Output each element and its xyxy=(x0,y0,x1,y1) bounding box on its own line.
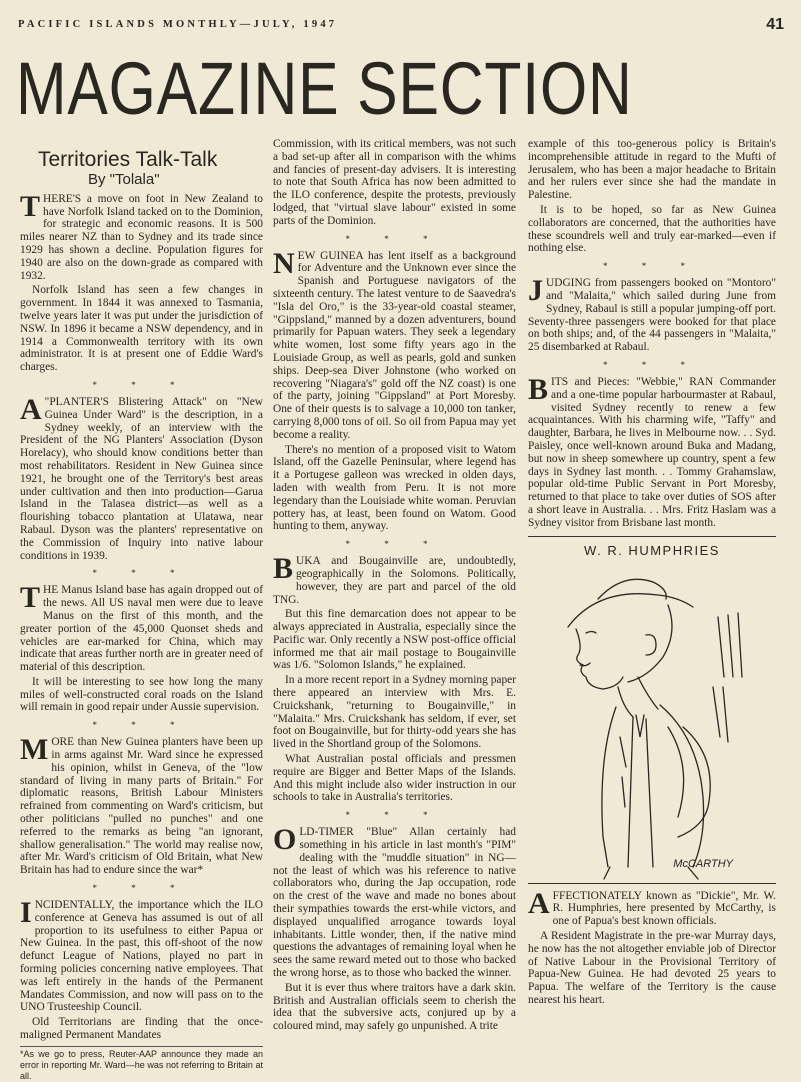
footnote: *As we go to press, Reuter-AAP announce they made an error in reporting Mr. Ward—he was not referring to Britain at all. xyxy=(20,1046,263,1082)
drop-cap: O xyxy=(273,823,297,857)
paragraph-text: FFECTIONATELY known as "Dickie", Mr. W. R. Humphries, here presented by McCarthy, is one of Papua's best known officials. xyxy=(552,889,776,928)
column-3 xyxy=(528,138,776,1009)
paragraph-text: HE Manus Island base has again dropped out of the news. All US naval men were due to leave Manus on the first of this month, and the greater portion of the 45,000 Quonset sheds and vehicles are ear-marked for China, which may indicate that areas further north are in greater need of material of this description. xyxy=(20,584,263,674)
paragraph xyxy=(528,886,776,928)
drop-cap: N xyxy=(273,246,295,280)
paragraph-text: UKA and Bougainville are, undoubtedly, geographically in the Solomons. Politically, however, they are part and parcel of the old TNG. xyxy=(273,555,516,606)
section-divider: * * * xyxy=(603,261,701,272)
caricature-drawing xyxy=(528,537,776,883)
paragraph xyxy=(20,733,263,877)
paragraph-text: EW GUINEA has lent itself as a background for Adventure and the Unknown ever since the Spanish and Portuguese navigators of the sixteenth century. The latest venture to de Saavedra's "Isla del Oro," is the 33-year-old coastal steamer, "Gippsland," manned by a dozen adventurers, bound primarily for Papuan waters. They seek a legendary white women, lost some fifty years ago in the Louisiade Group, as well as pearls, gold and sunken ships. Deep-sea Diver Johnstone (who worked on recovering "Niagara's" gold off the NZ coast) is one of the party, joining "Gippsland" at Port Moresby. One of their quests is to salvage a 10,000 ton tanker, carrying 8,000 tons of oil. So oil from Papua may yet become a reality. xyxy=(273,249,516,441)
section-divider: * * * xyxy=(92,379,191,390)
drop-cap: B xyxy=(273,552,294,586)
paragraph: But this fine demarcation does not appear to be always appreciated in Australia, especially since the Pacific war. Only recently a NSW post-office official informed me that air mail postage to Bougainville was 1/6. "Solomon Islands," he explained. xyxy=(273,608,516,672)
illustration-caption: W. R. HUMPHRIES xyxy=(584,542,720,558)
paragraph-text: LD-TIMER "Blue" Allan certainly had something in his article in last month's "PIM" dealing with the "muddle situation" in NG—not the least of which was his reference to native collaborators who, during the Jap occupation, rode on the crest of the wave and made no bones about their sympathies towards the erst-while victors, and displayed unqualified arrogance towards loyal inhabitants. Little wonder, then, if the native mind questions the advantages of remaining loyal when he sees the same reward meted out to those who backed the wrong horse, as to those who backed the winner. xyxy=(273,826,516,980)
drop-cap: B xyxy=(528,372,549,406)
paragraph-text: UDGING from passengers booked on "Montoro" and "Malaita," which sailed during June from Sydney, Rabaul is still a popular jumping-off port. Seventy-three passengers were booked for that place on both ships; and, of the 44 passengers in "Malaita," 25 disembarked at Rabaul. xyxy=(528,277,776,354)
paragraph xyxy=(273,823,516,980)
paragraph: Norfolk Island has seen a few changes in government. In 1844 it was annexed to Tasmania, twelve years later it was put under the jurisdiction of NSW. In 1896 it became a NSW dependency, and in 1914 a Commonwealth territory with its own administrator. It is at present one of Eddie Ward's charges. xyxy=(20,284,263,374)
byline: By "Tolala" xyxy=(88,171,160,188)
paragraph xyxy=(20,896,263,1014)
paragraph: example of this too-generous policy is Britain's incomprehensible attitude in regard to the Mufti of Jerusalem, who has been a major headache to Britain and her rulers ever since she had the mandate in Palestine. xyxy=(528,138,776,202)
drop-cap: M xyxy=(20,733,49,767)
running-head: PACIFIC ISLANDS MONTHLY—JULY, 1947 xyxy=(18,19,338,30)
paragraph xyxy=(273,552,516,606)
section-divider: * * * xyxy=(345,539,444,550)
paragraph: But it is ever thus where traitors have a dark skin. British and Australian officials seem to cherish the idea that the subversive acts, conjured up by a coloured mind, may safely go unpunished. A trite xyxy=(273,981,516,1033)
section-divider: * * * xyxy=(345,233,444,244)
section-divider: * * * xyxy=(92,720,191,731)
page-number: 41 xyxy=(766,16,784,33)
section-divider: * * * xyxy=(603,359,701,370)
paragraph-text: "PLANTER'S Blistering Attack" on "New Guinea Under Ward" is the description, in a Sydney weekly, of an interview with the President of the NG Planters' Association (Dyson Horelacy), who should know conditions better than most rehabilitators. Resident in New Guinea since 1921, he brought one of the Territory's best areas under cultivation and then into production—Garua Island in the Talasea district—as well as a flourishing tobacco plantation at Ulatawa, near Rabaul. Dyson was the planters' representative on the Commission of Inquiry into native labour conditions in 1939. xyxy=(20,395,263,562)
drop-cap: A xyxy=(20,392,42,426)
paragraph xyxy=(273,246,516,442)
paragraph: It will be interesting to see how long the many miles of well-constructed coral roads on the Island will remain in good repair under Aussie supervision. xyxy=(20,675,263,714)
paragraph xyxy=(20,392,263,562)
column-1 xyxy=(20,140,263,1082)
paragraph-text: HERE'S a move on foot in New Zealand to have Norfolk Island tacked on to the Dominion, for strategic and economic reasons. It is 500 miles nearer NZ than to Sydney and its trade since 1929 has shown a decline. Population figures for 1940 are also on the down-grade as compared with 1932. xyxy=(20,192,263,282)
paragraph: Old Territorians are finding that the once-maligned Permanent Mandates xyxy=(20,1016,263,1042)
paragraph-text: ITS and Pieces: "Webbie," RAN Commander and a one-time popular harbourmaster at Rabaul, visited Sydney recently to renew a few acquaintances. With his charming wife, "Taffy" and daughter, Barbara, he lives in Melbourne now. . . Syd. Paisley, once well-known around Buka and Madang, but now in sheep somewhere up country, spent a few days in Sydney last month. . . Tommy Grahamslaw, popular old-time Public Servant in Port Moresby, returned to that place to take over duties of SOS after a short leave in Australia. . . Mrs. Fritz Haslam was a Sydney visitor from Brisbane last month. xyxy=(528,375,776,529)
illustration-signature: McCARTHY xyxy=(673,857,733,870)
caricature-illustration xyxy=(528,536,776,884)
paragraph xyxy=(20,581,263,674)
section-divider: * * * xyxy=(345,810,444,821)
paragraph-text: NCIDENTALLY, the importance which the ILO conference at Geneva has assumed is out of all proportion to its usefulness to either Papua or New Guinea. In the past, this off-shoot of the now defunct League of Nations, played no part in forming policies concerning native employees. That was left entirely in the hands of the Permanent Mandates Commission, and now will pass on to the UNO Trusteeship Council. xyxy=(20,899,263,1014)
paragraph xyxy=(528,274,776,354)
drop-cap: T xyxy=(20,581,41,615)
drop-cap: A xyxy=(528,886,550,920)
section-divider: * * * xyxy=(92,883,191,894)
paragraph-text: ORE than New Guinea planters have been up in arms against Mr. Ward since he expressed his opinion, whilst in Geneva, of the "low standard of living in many parts of Britain." For diplomatic reasons, British Labour Ministers refrained from commenting on Ward's criticism, but other politicians "pulled no punches" and one referred to the remarks as being "an ignorant, shallow generalisation." The world may realise now, after Mr. Ward's criticism of Old Britain, what New Britain has had to endure since the war* xyxy=(20,736,263,877)
article-title: Territories Talk-Talk xyxy=(38,148,218,171)
paragraph: Commission, with its critical members, was not such a bad set-up after all in comparison with the whims and fancies of present-day advisers. It is interesting to note that South Africa has now been admitted to the ILO conference, despite the protests, previously lodged, that "virtual slave labour" existed in some parts of the Dominion. xyxy=(273,138,516,227)
section-divider: * * * xyxy=(92,568,191,579)
paragraph: In a more recent report in a Sydney morning paper there appeared an interview with Mrs. E. Cruickshank, "returning to Bougainville," in "Malaita." Mrs. Cruickshank has seldom, if ever, set foot on Bougainville, but for thirty-odd years she has lived in the Shortland group of the Solomons. xyxy=(273,674,516,751)
paragraph: What Australian postal officials and pressmen require are Bigger and Better Maps of the Islands. And this might include also wider instruction in our schools to take in Australia's territories. xyxy=(273,753,516,804)
column-2 xyxy=(273,138,516,1035)
paragraph: A Resident Magistrate in the pre-war Murray days, he now has the not altogether enviable job of Director of Native Labour in the Provisional Territory of Papua-New Guinea. He had devoted 25 years to Papua. The welfare of the Territory is the cause nearest his heart. xyxy=(528,929,776,1006)
masthead: MAGAZINE SECTION xyxy=(16,47,633,130)
drop-cap: T xyxy=(20,189,41,223)
running-header xyxy=(18,16,788,34)
drop-cap: I xyxy=(20,896,32,930)
drop-cap: J xyxy=(528,274,543,308)
paragraph xyxy=(20,189,263,283)
paragraph xyxy=(528,372,776,530)
paragraph: It is to be hoped, so far as New Guinea collaborators are concerned, that the authorities have these scoundrels well and truly ear-marked—even if nothing else. xyxy=(528,203,776,255)
paragraph: There's no mention of a proposed visit to Watom Island, off the Gazelle Peninsular, where legend has it a Portugese galleon was wrecked in olden days, laden with wealth from Peru. It is not more legendary than the Louisiade white woman. Peruvian pottery has, at least, been found on Watom. Good hunting to them, anyway. xyxy=(273,443,516,533)
